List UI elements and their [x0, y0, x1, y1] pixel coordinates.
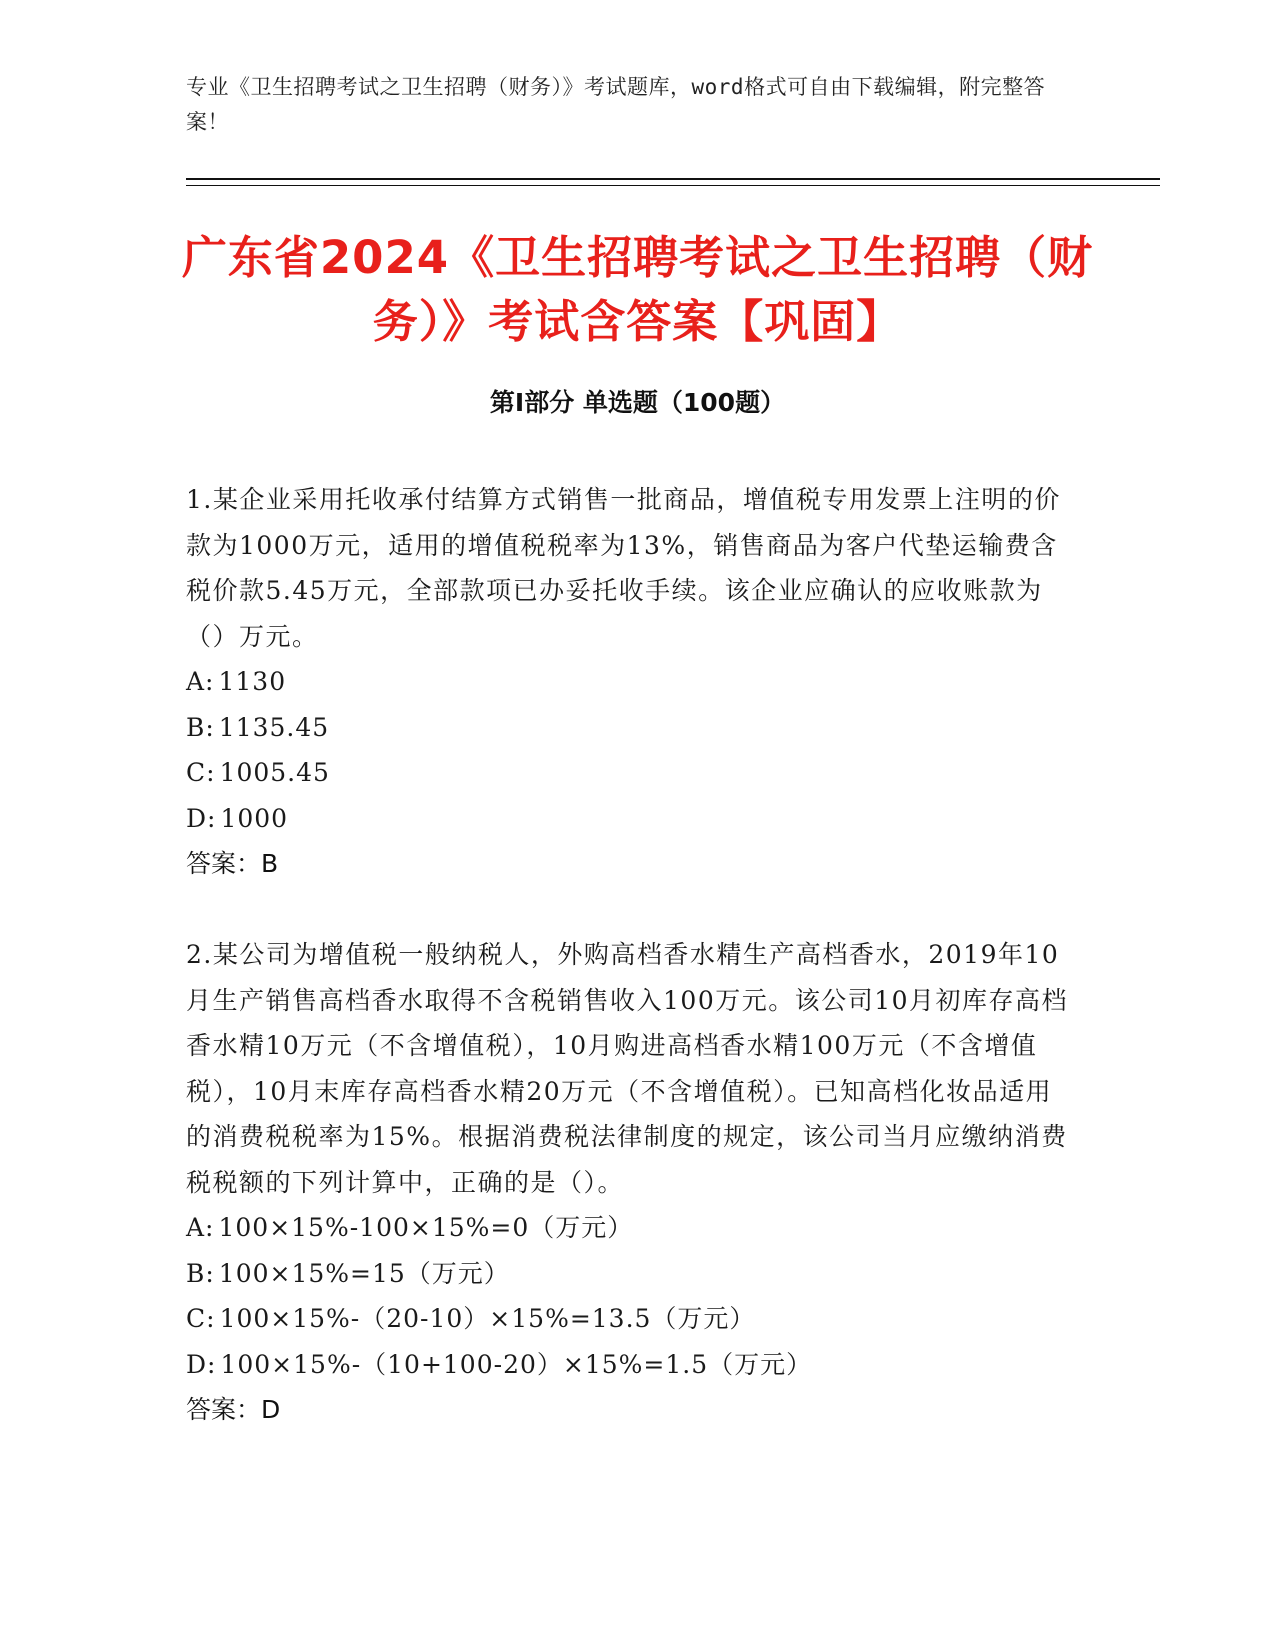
option-letter: B: [186, 1258, 215, 1288]
header-note: 专业《卫生招聘考试之卫生招聘（财务）》考试题库，word格式可自由下载编辑，附完整答案！ [186, 75, 1046, 134]
header-divider-thin [186, 185, 1160, 186]
option-letter: C: [186, 758, 216, 787]
option-text: 100×15%=15（万元） [218, 1258, 510, 1288]
answer-line: 答案：B [186, 849, 279, 878]
option-d [186, 1342, 1076, 1388]
option-text: 1135.45 [218, 712, 330, 742]
option-letter: D: [186, 803, 217, 833]
option-c [186, 1296, 1076, 1342]
option-a [186, 659, 1076, 705]
option-b [186, 705, 1076, 751]
option-list [186, 1205, 1076, 1387]
question-2 [186, 932, 1076, 1433]
option-letter: A: [186, 667, 215, 696]
option-letter: C: [186, 1304, 216, 1333]
option-a [186, 1205, 1076, 1251]
option-text: 100×15%-100×15%=0（万元） [218, 1213, 634, 1242]
document-title: 广东省2024《卫生招聘考试之卫生招聘（财务）》考试含答案【巩固】 [181, 231, 1094, 348]
option-d [186, 796, 1076, 842]
option-list [186, 659, 1076, 841]
option-text: 1005.45 [219, 758, 330, 787]
option-text: 100×15%-（20-10）×15%=13.5（万元） [219, 1304, 756, 1333]
question-1 [186, 477, 1076, 887]
question-stem: 2.某公司为增值税一般纳税人，外购高档香水精生产高档香水，2019年10月生产销售高档香水取得不含税销售收入100万元。该公司10月初库存高档香水精10万元（不含增值税），10月购进高档香水精100万元（不含增值税），10月末库存高档香水精20万元（不含增值税）。已知高档化妆品适用的消费税税率为15%。根据消费税法律制度的规定，该公司当月应缴纳消费税税额的下列计算中，正确的是（）。 [186, 940, 1069, 1197]
option-text: 100×15%-（10+100-20）×15%=1.5（万元） [220, 1349, 813, 1379]
option-b [186, 1251, 1076, 1297]
option-letter: B: [186, 712, 215, 742]
option-letter: A: [186, 1213, 215, 1242]
answer-line: 答案：D [186, 1395, 281, 1424]
option-letter: D: [186, 1349, 217, 1379]
section-heading: 第I部分 单选题（100题） [489, 388, 786, 417]
option-text: 1130 [218, 667, 287, 696]
question-stem: 1.某企业采用托收承付结算方式销售一批商品，增值税专用发票上注明的价款为1000万元，适用的增值税税率为13%，销售商品为客户代垫运输费含税价款5.45万元，全部款项已办妥托收手续。该企业应确认的应收账款为（）万元。 [186, 485, 1061, 651]
option-text: 1000 [220, 803, 289, 833]
option-c [186, 750, 1076, 796]
header-divider-thick [186, 178, 1160, 180]
